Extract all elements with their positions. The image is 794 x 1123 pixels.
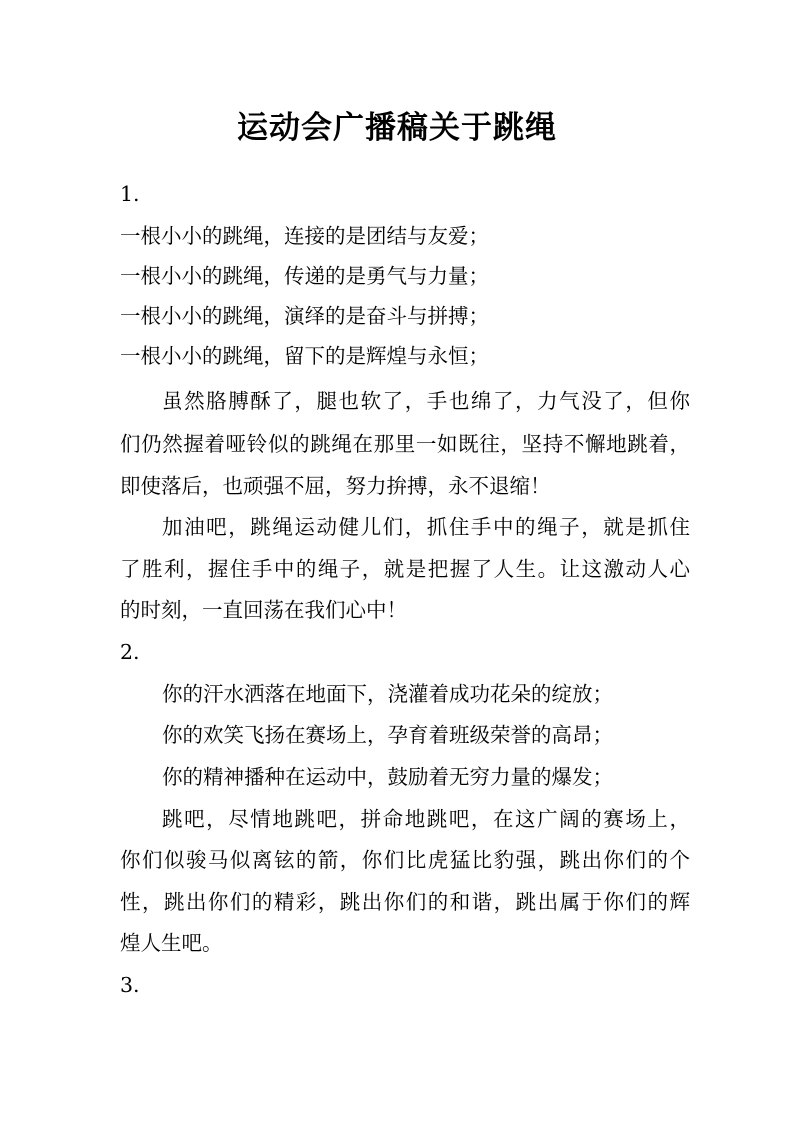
paragraph-line: 你的欢笑飞扬在赛场上，孕育着班级荣誉的高昂； — [162, 723, 613, 747]
paragraph-line: 一根小小的跳绳，留下的是辉煌与永恒； — [120, 344, 489, 368]
paragraph-line: 一根小小的跳绳，演绎的是奋斗与拼搏； — [120, 304, 489, 328]
paragraph-line: 你的精神播种在运动中，鼓励着无穷力量的爆发； — [162, 765, 613, 789]
paragraph-line: 们仍然握着哑铃似的跳绳在那里一如既往，坚持不懈地跳着， — [120, 432, 690, 456]
paragraph-line: 性，跳出你们的精彩，跳出你们的和谐，跳出属于你们的辉 — [120, 890, 690, 914]
document-title: 运动会广播稿关于跳绳 — [237, 110, 557, 146]
paragraph-line: 的时刻，一直回荡在我们心中！ — [120, 598, 407, 622]
paragraph-line: 你的汗水洒落在地面下，浇灌着成功花朵的绽放； — [162, 682, 613, 706]
paragraph-line: 虽然胳膊酥了，腿也软了，手也绵了，力气没了，但你 — [162, 389, 690, 413]
paragraph-line: 你们似骏马似离铉的箭，你们比虎猛比豹强，跳出你们的个 — [120, 848, 690, 872]
paragraph-line: 跳吧，尽情地跳吧，拼命地跳吧，在这广阔的赛场上， — [162, 807, 690, 831]
section-number: 3. — [120, 973, 140, 997]
paragraph-line: 煌人生吧。 — [120, 931, 223, 955]
paragraph-line: 一根小小的跳绳，传递的是勇气与力量； — [120, 264, 489, 288]
paragraph-line: 加油吧，跳绳运动健儿们，抓住手中的绳子，就是抓住 — [162, 515, 690, 539]
paragraph-line: 一根小小的跳绳，连接的是团结与友爱； — [120, 224, 489, 248]
section-number: 1. — [120, 182, 140, 206]
paragraph-line: 即使落后，也顽强不屈，努力拚搏，永不退缩！ — [120, 474, 551, 498]
section-number: 2. — [120, 640, 140, 664]
paragraph-line: 了胜利，握住手中的绳子，就是把握了人生。让这激动人心 — [120, 557, 690, 581]
